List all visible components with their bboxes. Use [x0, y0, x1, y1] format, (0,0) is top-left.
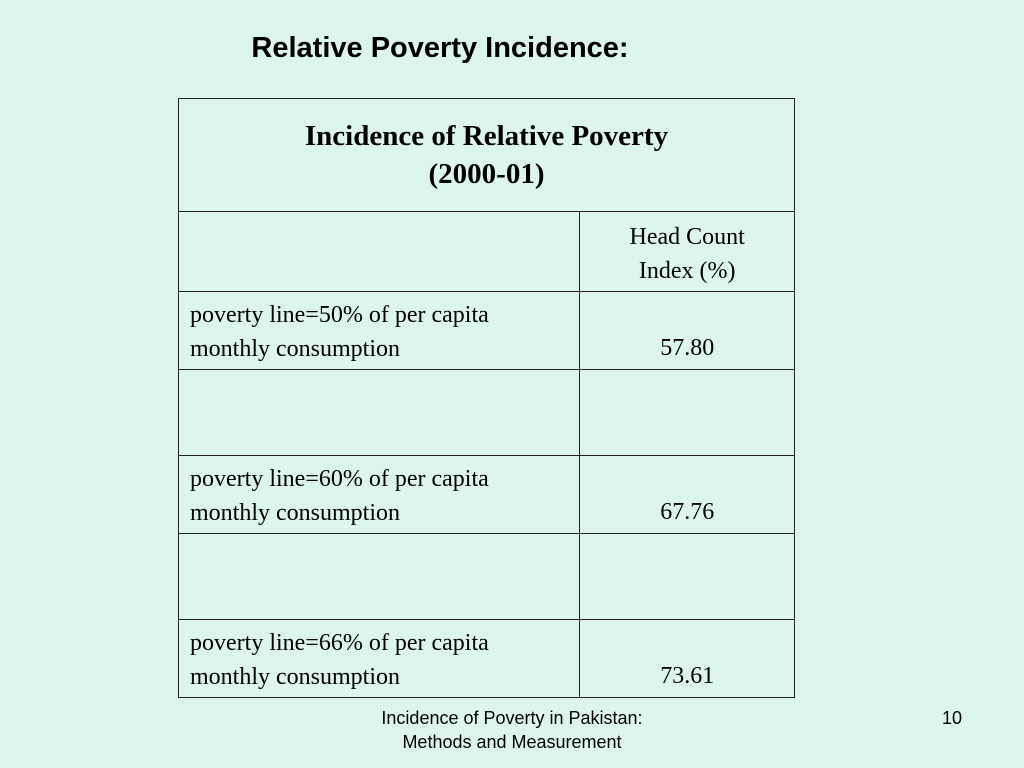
row-value: 73.61	[580, 620, 795, 698]
column-label-row	[179, 212, 795, 292]
poverty-table	[178, 98, 795, 698]
column-label	[580, 212, 795, 292]
slide-title: Relative Poverty Incidence:	[251, 32, 629, 64]
row-value: 57.80	[580, 292, 795, 370]
table-header	[179, 99, 795, 212]
empty-cell	[580, 534, 795, 620]
column-label-line2: Index (%)	[638, 258, 736, 284]
row-label-line2: monthly consumption	[190, 664, 400, 690]
row-label-line1: poverty line=66% of per capita	[190, 630, 489, 656]
empty-row	[179, 370, 795, 456]
footer-line1: Incidence of Poverty in Pakistan:	[381, 708, 643, 728]
slide-number: 10	[941, 708, 963, 728]
table-row	[179, 456, 795, 534]
empty-cell	[179, 534, 580, 620]
slide-footer	[330, 706, 694, 754]
empty-cell	[179, 370, 580, 456]
row-value: 67.76	[580, 456, 795, 534]
table-row	[179, 292, 795, 370]
empty-cell	[580, 370, 795, 456]
footer-line2: Methods and Measurement	[402, 732, 622, 752]
row-label-line1: poverty line=50% of per capita	[190, 302, 489, 328]
column-label-line1: Head Count	[629, 224, 745, 250]
row-label	[179, 456, 580, 534]
table-row	[179, 620, 795, 698]
table-header-row	[179, 99, 795, 212]
table-header-title: Incidence of Relative Poverty	[304, 120, 669, 152]
row-label-line2: monthly consumption	[190, 500, 400, 526]
row-label-line2: monthly consumption	[190, 336, 400, 362]
row-label	[179, 620, 580, 698]
empty-cell	[179, 212, 580, 292]
table-header-period: (2000-01)	[428, 158, 545, 190]
row-label	[179, 292, 580, 370]
row-label-line1: poverty line=60% of per capita	[190, 466, 489, 492]
empty-row	[179, 534, 795, 620]
